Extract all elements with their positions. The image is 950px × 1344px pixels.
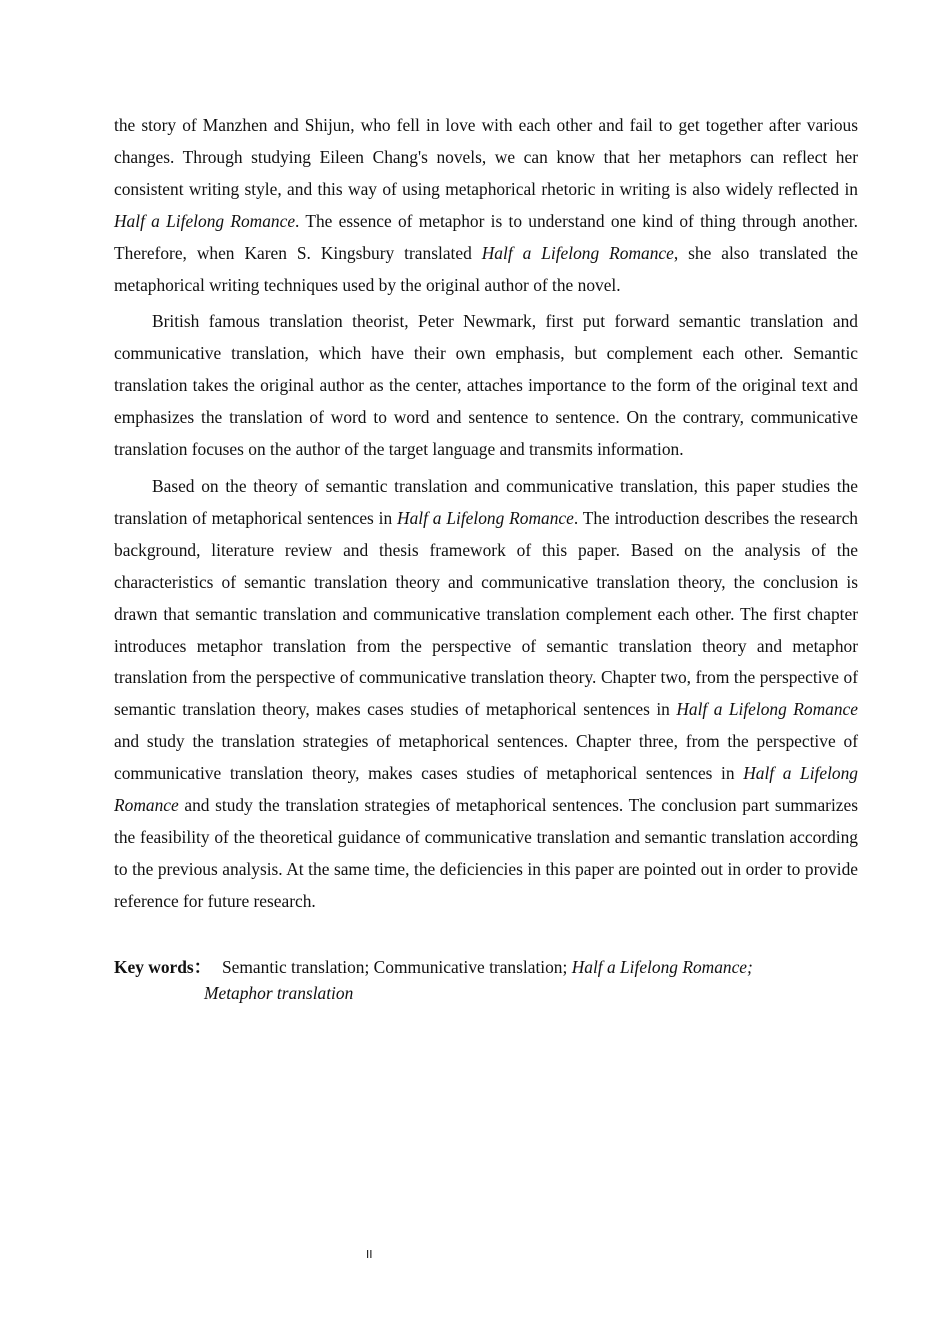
keywords-label: Key words：: [114, 956, 212, 977]
paragraph-3-title-2: Half a Lifelong Romance: [676, 699, 858, 720]
paragraph-3-text-3: and study the translation strategies of metaphorical sentences. Chapter three, from the perspective of communicative translation theory, makes cases studies of metaphorical sentences in: [114, 731, 858, 784]
paragraph-1-text-2: . The essence of metaphor is to understand one kind of thing through another. Therefore, when Karen S. Kingsbury translated: [114, 210, 858, 263]
paragraph-3-title-1: Half a Lifelong Romance: [397, 507, 574, 528]
paragraph-1-text-3: , she also translated the metaphorical writing techniques used by the original author of the novel.: [114, 242, 858, 295]
paragraph-1-title-1: Half a Lifelong Romance: [114, 210, 296, 231]
paragraph-3-title-3: Half a Lifelong Romance: [114, 763, 859, 816]
keywords-block: [114, 954, 858, 1006]
keywords-list: [222, 954, 842, 980]
paper-page: [114, 110, 858, 1006]
keywords-line2-italic: Metaphor translation: [204, 982, 354, 1003]
paragraph-1-title-2: Half a Lifelong Romance: [481, 242, 674, 263]
paragraph-3: [114, 471, 858, 918]
keywords-line1-italic: Half a Lifelong Romance;: [571, 956, 753, 977]
paragraph-1: [114, 110, 858, 301]
paragraph-3-text-1: Based on the theory of semantic translation and communicative translation, this paper studies the translation of metaphorical sentences in: [114, 475, 858, 528]
keywords-line2: [114, 980, 858, 1006]
page-number: II: [366, 1248, 373, 1261]
paragraph-2: [114, 306, 858, 466]
paragraph-1-text-1: the story of Manzhen and Shijun, who fell in love with each other and fail to get together after various changes. Through studying Eileen Chang's novels, we can know that her metaphors can reflect her consistent writing style, and this way of using metaphorical rhetoric in writing is also widely reflected in: [114, 115, 858, 199]
paragraph-3-text-2: . The introduction describes the research background, literature review and thesis framework of this paper. Based on the analysis of the characteristics of semantic translation theory and communicative translation theory, the conclusion is drawn that semantic translation and communicative translation complement each other. The first chapter introduces metaphor translation from the perspective of semantic translation theory and metaphor translation from the perspective of communicative translation theory. Chapter two, from the perspective of semantic translation theory, makes cases studies of metaphorical sentences in: [114, 507, 858, 720]
paragraph-2-text-1: British famous translation theorist, Peter Newmark, first put forward semantic translation and communicative translation, which have their own emphasis, but complement each other. Semantic translation takes the original author as the center, attaches importance to the form of the original text and emphasizes the translation of word to word and sentence to sentence. On the contrary, communicative translation focuses on the author of the target language and transmits information.: [114, 311, 858, 460]
keywords-line1-plain: Semantic translation; Communicative translation;: [222, 956, 572, 977]
paragraph-3-text-4: and study the translation strategies of metaphorical sentences. The conclusion part summarizes the feasibility of the theoretical guidance of communicative translation and semantic translation according to the previous analysis. At the same time, the deficiencies in this paper are pointed out in order to provide reference for future research.: [114, 795, 858, 911]
